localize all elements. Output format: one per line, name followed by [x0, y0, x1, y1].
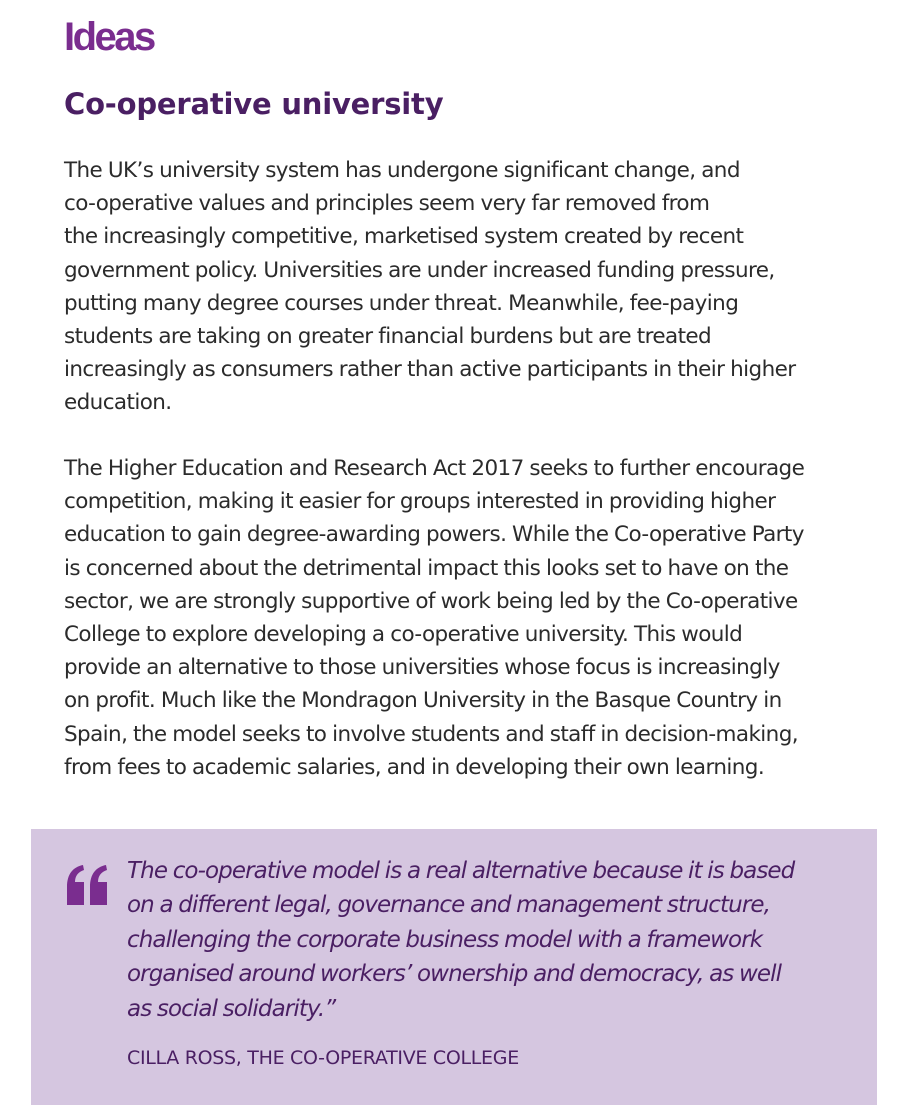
paragraph-line: the increasingly competitive, marketised system created by recent	[64, 224, 744, 250]
paragraph-line: competition, making it easier for groups interested in providing higher	[64, 489, 776, 515]
paragraph-line: The UK’s university system has undergone significant change, and	[64, 158, 740, 183]
pull-quote-box	[31, 829, 877, 1105]
paragraph-line: education.	[64, 390, 172, 416]
paragraph-line: on profit. Much like the Mondragon University in the Basque Country in	[64, 688, 782, 714]
paragraph-line: Spain, the model seeks to involve students and staff in decision-making,	[64, 721, 798, 747]
body-paragraph-2	[64, 452, 864, 784]
paragraph-line: sector, we are strongly supportive of work being led by the Co-operative	[64, 588, 798, 614]
quote-attribution: CILLA ROSS, THE CO-OPERATIVE COLLEGE	[127, 1047, 519, 1069]
quote-line: organised around workers’ ownership and democracy, as well	[127, 961, 782, 988]
quote-line: as social solidarity.”	[127, 995, 336, 1022]
paragraph-line: is concerned about the detrimental impact this looks set to have on the	[64, 555, 789, 581]
paragraph-line: putting many degree courses under threat. Meanwhile, fee-paying	[64, 290, 739, 316]
paragraph-line: provide an alternative to those universities whose focus is increasingly	[64, 655, 780, 681]
paragraph-line: increasingly as consumers rather than active participants in their higher	[64, 357, 796, 383]
article-heading: Co-operative university	[64, 87, 444, 121]
section-label: Ideas	[64, 15, 154, 59]
quote-marks-icon	[64, 865, 110, 905]
quote-line: challenging the corporate business model with a framework	[127, 926, 763, 953]
quote-text	[127, 854, 857, 1026]
paragraph-line: College to explore developing a co-operative university. This would	[64, 622, 743, 648]
body-paragraph-1	[64, 154, 864, 420]
paragraph-line: government policy. Universities are under increased funding pressure,	[64, 257, 775, 283]
quote-line: The co-operative model is a real alternative because it is based	[127, 858, 795, 884]
paragraph-line: from fees to academic salaries, and in developing their own learning.	[64, 754, 765, 780]
paragraph-line: co-operative values and principles seem very far removed from	[64, 191, 710, 217]
paragraph-line: education to gain degree-awarding powers. While the Co-operative Party	[64, 522, 804, 548]
paragraph-line: students are taking on greater financial burdens but are treated	[64, 324, 712, 350]
paragraph-line: The Higher Education and Research Act 2017 seeks to further encourage	[64, 456, 805, 481]
quote-line: on a different legal, governance and management structure,	[127, 892, 771, 919]
